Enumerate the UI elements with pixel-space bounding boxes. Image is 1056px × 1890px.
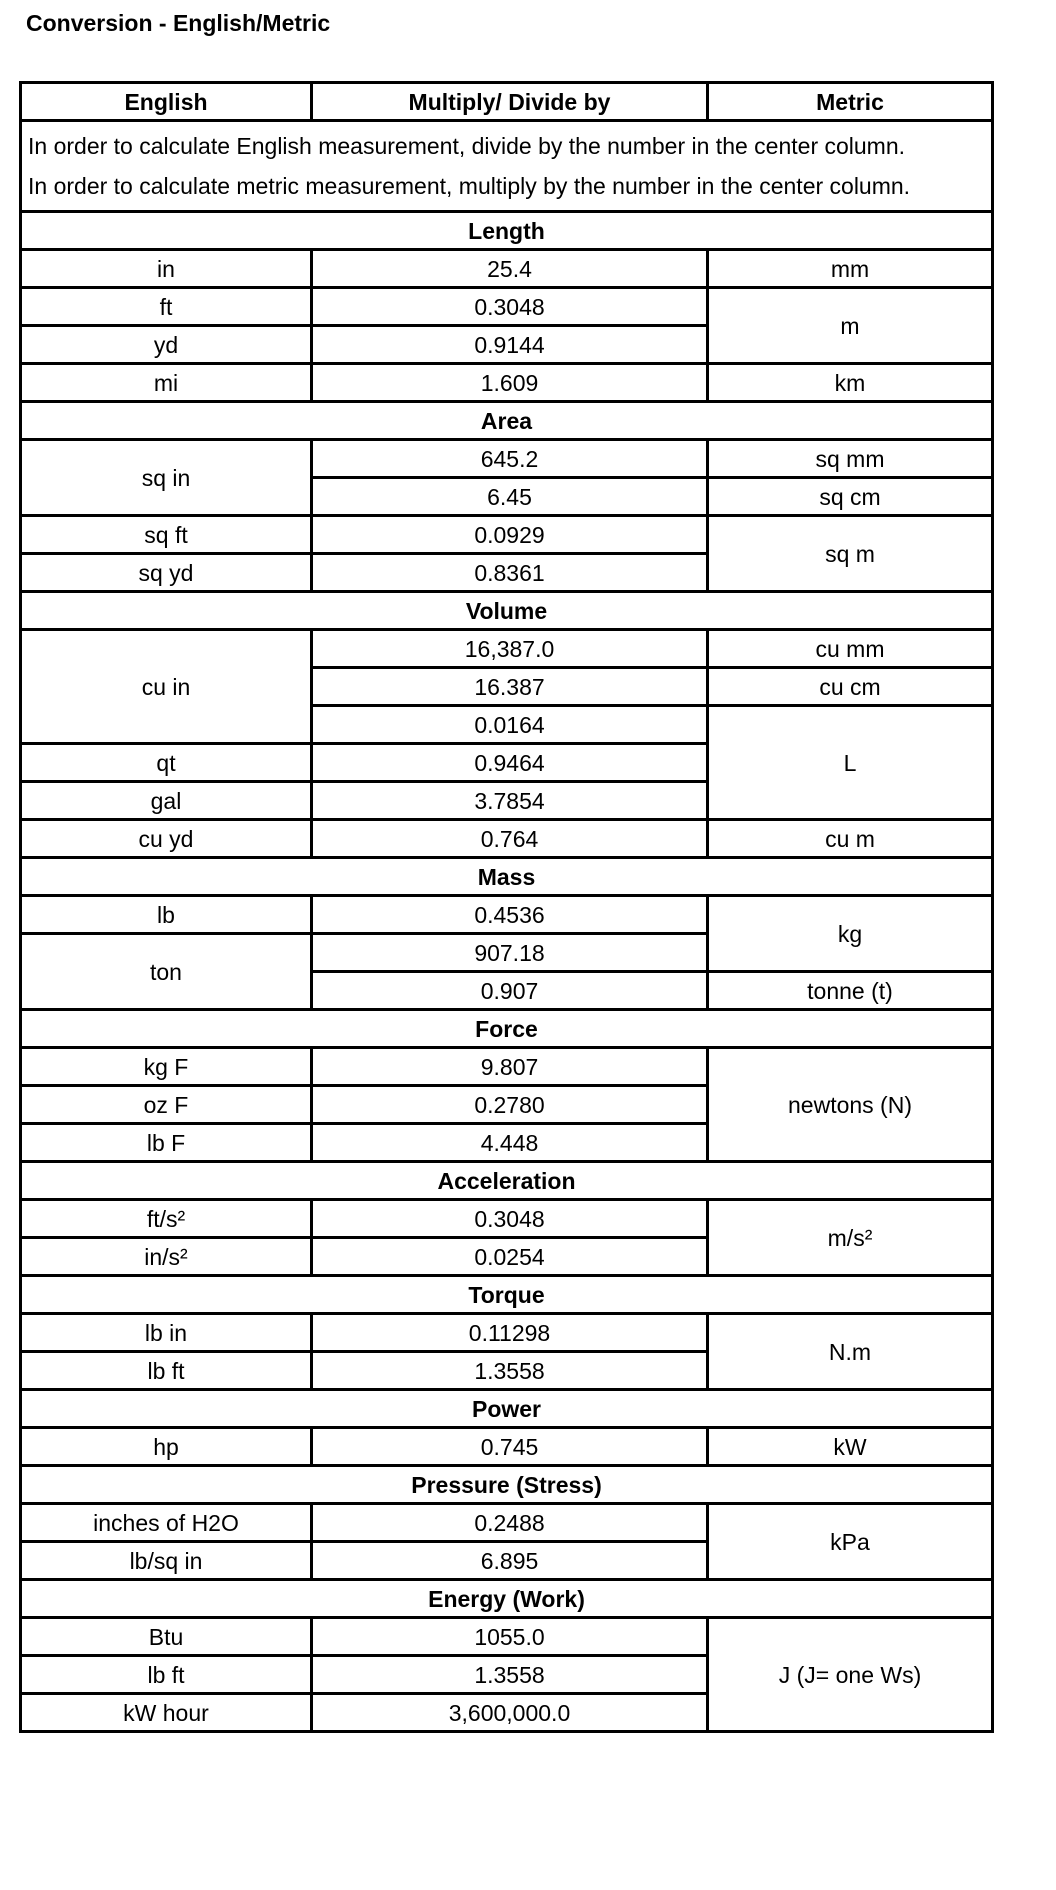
section-title-pressure: Pressure (Stress) [21, 1466, 993, 1504]
metric-unit: cu mm [708, 630, 993, 668]
metric-unit: N.m [708, 1314, 993, 1390]
metric-unit: sq cm [708, 478, 993, 516]
factor-value: 0.8361 [312, 554, 708, 592]
section-row [21, 858, 993, 896]
factor-value: 3,600,000.0 [312, 1694, 708, 1732]
section-title-power: Power [21, 1390, 993, 1428]
factor-value: 25.4 [312, 250, 708, 288]
page-title: Conversion - English/Metric [26, 10, 331, 36]
english-unit: lb ft [21, 1656, 312, 1694]
metric-unit: L [708, 706, 993, 820]
factor-value: 0.907 [312, 972, 708, 1010]
english-unit: in/s² [21, 1238, 312, 1276]
factor-value: 16,387.0 [312, 630, 708, 668]
section-title-energy: Energy (Work) [21, 1580, 993, 1618]
metric-unit: m/s² [708, 1200, 993, 1276]
english-unit: Btu [21, 1618, 312, 1656]
table-row [21, 896, 993, 934]
english-unit: qt [21, 744, 312, 782]
section-row [21, 1276, 993, 1314]
section-row [21, 1162, 993, 1200]
factor-value: 4.448 [312, 1124, 708, 1162]
instructions-cell [21, 121, 993, 212]
table-row [21, 440, 993, 478]
section-title-volume: Volume [21, 592, 993, 630]
metric-unit: cu cm [708, 668, 993, 706]
section-row [21, 1466, 993, 1504]
english-unit: ft/s² [21, 1200, 312, 1238]
factor-value: 16.387 [312, 668, 708, 706]
english-unit: oz F [21, 1086, 312, 1124]
instruction-english: In order to calculate English measurement, divide by the number in the center column. [28, 133, 906, 159]
metric-unit: kg [708, 896, 993, 972]
table-row [21, 1428, 993, 1466]
section-row [21, 1580, 993, 1618]
english-unit: lb in [21, 1314, 312, 1352]
factor-value: 0.3048 [312, 1200, 708, 1238]
table-row [21, 364, 993, 402]
factor-value: 1055.0 [312, 1618, 708, 1656]
english-unit: lb/sq in [21, 1542, 312, 1580]
factor-value: 6.45 [312, 478, 708, 516]
factor-value: 0.0929 [312, 516, 708, 554]
section-title-torque: Torque [21, 1276, 993, 1314]
english-unit: gal [21, 782, 312, 820]
english-unit: yd [21, 326, 312, 364]
english-unit: lb ft [21, 1352, 312, 1390]
table-row [21, 1200, 993, 1238]
table-row [21, 1314, 993, 1352]
metric-unit: tonne (t) [708, 972, 993, 1010]
section-title-area: Area [21, 402, 993, 440]
table-row [21, 288, 993, 326]
english-unit: mi [21, 364, 312, 402]
section-title-length: Length [21, 212, 993, 250]
english-unit: inches of H2O [21, 1504, 312, 1542]
section-title-force: Force [21, 1010, 993, 1048]
english-unit: sq ft [21, 516, 312, 554]
english-unit: cu yd [21, 820, 312, 858]
factor-value: 6.895 [312, 1542, 708, 1580]
header-metric: Metric [708, 83, 993, 121]
factor-value: 1.3558 [312, 1352, 708, 1390]
factor-value: 1.609 [312, 364, 708, 402]
section-row [21, 1390, 993, 1428]
metric-unit: mm [708, 250, 993, 288]
table-row [21, 630, 993, 668]
metric-unit: sq m [708, 516, 993, 592]
factor-value: 0.9144 [312, 326, 708, 364]
metric-unit: kPa [708, 1504, 993, 1580]
metric-unit: J (J= one Ws) [708, 1618, 993, 1732]
table-row [21, 1048, 993, 1086]
metric-unit: cu m [708, 820, 993, 858]
table-row [21, 516, 993, 554]
english-unit: hp [21, 1428, 312, 1466]
english-unit: kg F [21, 1048, 312, 1086]
header-factor: Multiply/ Divide by [312, 83, 708, 121]
factor-value: 0.2488 [312, 1504, 708, 1542]
section-title-mass: Mass [21, 858, 993, 896]
factor-value: 0.764 [312, 820, 708, 858]
factor-value: 0.0254 [312, 1238, 708, 1276]
instructions-row [21, 121, 993, 212]
section-row [21, 592, 993, 630]
factor-value: 0.9464 [312, 744, 708, 782]
section-row [21, 1010, 993, 1048]
metric-unit: km [708, 364, 993, 402]
conversion-table [19, 81, 994, 1733]
factor-value: 0.11298 [312, 1314, 708, 1352]
english-unit: lb [21, 896, 312, 934]
factor-value: 3.7854 [312, 782, 708, 820]
table-row [21, 250, 993, 288]
english-unit: sq in [21, 440, 312, 516]
factor-value: 0.3048 [312, 288, 708, 326]
english-unit: in [21, 250, 312, 288]
factor-value: 0.745 [312, 1428, 708, 1466]
instruction-metric: In order to calculate metric measurement, multiply by the number in the center column. [28, 173, 911, 199]
english-unit: sq yd [21, 554, 312, 592]
table-row [21, 1618, 993, 1656]
section-row [21, 402, 993, 440]
factor-value: 0.2780 [312, 1086, 708, 1124]
header-row [21, 83, 993, 121]
table-row [21, 820, 993, 858]
metric-unit: m [708, 288, 993, 364]
english-unit: ft [21, 288, 312, 326]
english-unit: cu in [21, 630, 312, 744]
factor-value: 1.3558 [312, 1656, 708, 1694]
section-row [21, 212, 993, 250]
factor-value: 645.2 [312, 440, 708, 478]
factor-value: 907.18 [312, 934, 708, 972]
factor-value: 0.0164 [312, 706, 708, 744]
header-english: English [21, 83, 312, 121]
metric-unit: kW [708, 1428, 993, 1466]
metric-unit: newtons (N) [708, 1048, 993, 1162]
metric-unit: sq mm [708, 440, 993, 478]
table-row [21, 1504, 993, 1542]
english-unit: lb F [21, 1124, 312, 1162]
factor-value: 9.807 [312, 1048, 708, 1086]
factor-value: 0.4536 [312, 896, 708, 934]
english-unit: kW hour [21, 1694, 312, 1732]
english-unit: ton [21, 934, 312, 1010]
section-title-acceleration: Acceleration [21, 1162, 993, 1200]
